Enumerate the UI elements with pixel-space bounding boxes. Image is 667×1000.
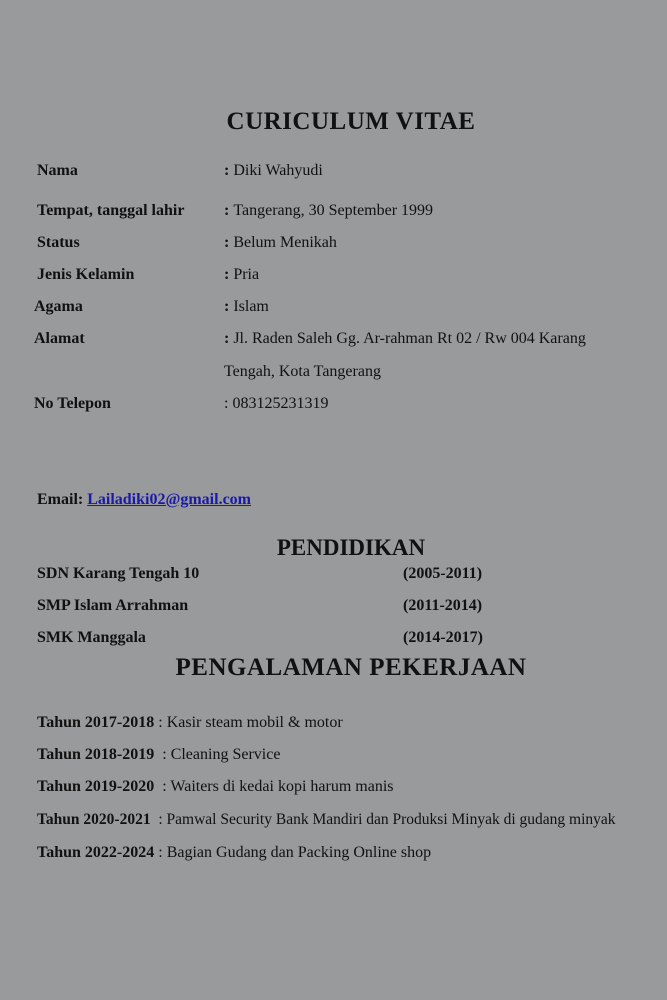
value-agama: : Islam xyxy=(224,298,269,315)
experience-item: Tahun 2017-2018 : Kasir steam mobil & motor xyxy=(37,714,343,731)
value-alamat-line2: Tengah, Kota Tangerang xyxy=(224,363,381,380)
label-nama: Nama xyxy=(37,162,78,179)
value-jenis-kelamin: : Pria xyxy=(224,266,260,283)
value-alamat: : Jl. Raden Saleh Gg. Ar-rahman Rt 02 / Rw 004 Karang xyxy=(224,330,586,347)
education-heading: PENDIDIKAN xyxy=(276,535,426,560)
email-link[interactable]: Lailadiki02@gmail.com xyxy=(87,491,251,508)
value-no-telepon: : 083125231319 xyxy=(224,395,329,412)
education-years: (2011-2014) xyxy=(403,597,483,614)
label-status: Status xyxy=(37,234,80,251)
label-jenis-kelamin: Jenis Kelamin xyxy=(37,266,135,283)
education-years: (2005-2011) xyxy=(403,565,483,582)
label-agama: Agama xyxy=(34,298,83,315)
education-school: SMP Islam Arrahman xyxy=(37,597,189,614)
value-nama: : Diki Wahyudi xyxy=(224,162,323,179)
email-label: Email: xyxy=(37,491,84,508)
label-alamat: Alamat xyxy=(34,330,85,347)
label-ttl: Tempat, tanggal lahir xyxy=(37,202,185,219)
label-no-telepon: No Telepon xyxy=(34,395,111,412)
education-years: (2014-2017) xyxy=(403,629,483,646)
education-school: SDN Karang Tengah 10 xyxy=(37,565,200,582)
value-status: : Belum Menikah xyxy=(224,234,337,251)
value-ttl: : Tangerang, 30 September 1999 xyxy=(224,202,434,219)
education-school: SMK Manggala xyxy=(37,629,146,646)
email-row xyxy=(37,491,251,509)
experience-item: Tahun 2022-2024 : Bagian Gudang dan Packing Online shop xyxy=(37,844,432,861)
cv-title: CURICULUM VITAE xyxy=(226,108,476,135)
experience-item: Tahun 2018-2019 : Cleaning Service xyxy=(37,746,281,763)
experience-heading: PENGALAMAN PEKERJAAN xyxy=(175,654,527,681)
experience-item: Tahun 2020-2021 : Pamwal Security Bank Mandiri dan Produksi Minyak di gudang minyak xyxy=(37,811,616,828)
experience-item: Tahun 2019-2020 : Waiters di kedai kopi harum manis xyxy=(37,778,394,795)
